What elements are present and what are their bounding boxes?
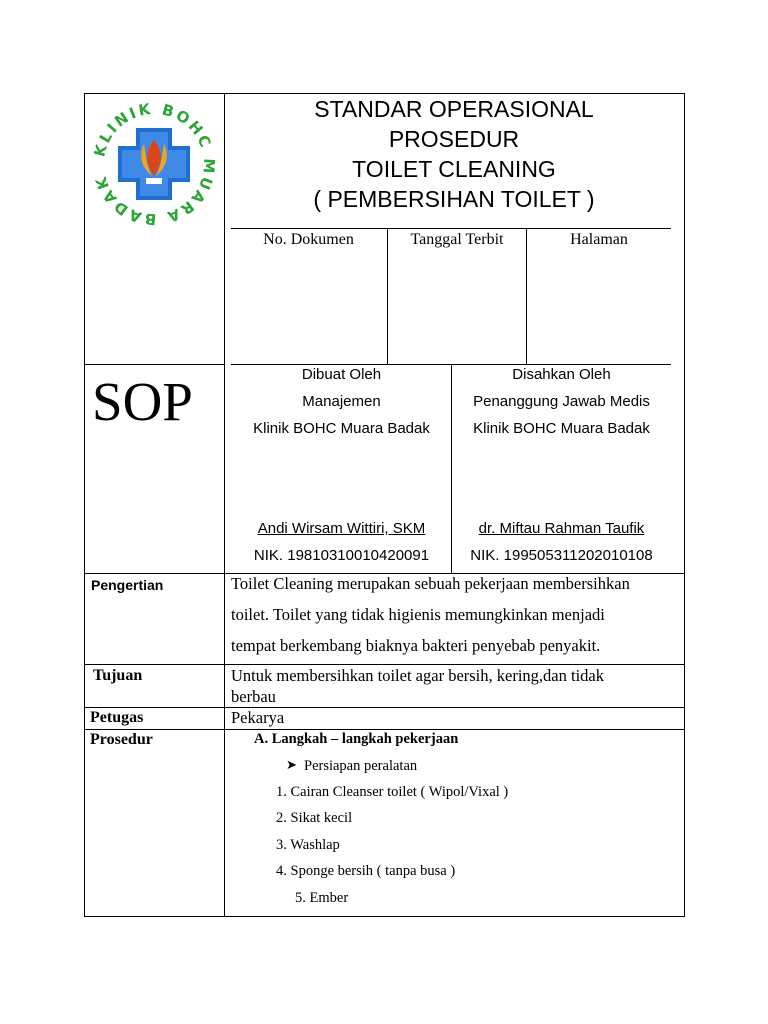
halaman-header: Halaman: [570, 231, 628, 248]
prosedur-label: Prosedur: [90, 731, 153, 748]
procedure-item: 1. Cairan Cleanser toilet ( Wipol/Vixal ): [276, 784, 509, 800]
tujuan-line-1: Untuk membersihkan toilet agar bersih, kering,dan tidak: [231, 666, 604, 685]
document-title-line-3: TOILET CLEANING: [352, 156, 556, 182]
klinik-bohc-logo: [86, 96, 222, 232]
pengertian-divider: [84, 664, 685, 665]
document-title-line-1: STANDAR OPERASIONAL: [314, 96, 594, 122]
pengertian-line-1: Toilet Cleaning merupakan sebuah pekerjaan membersihkan: [231, 574, 630, 593]
bullet-arrow-icon: ➤: [286, 757, 297, 772]
made-by-nik: NIK. 19810310010420091: [253, 547, 430, 564]
made-by-name: Andi Wirsam Wittiri, SKM: [257, 520, 426, 537]
procedure-item: 4. Sponge bersih ( tanpa busa ): [276, 863, 456, 879]
prosedur-section: A. Langkah – langkah pekerjaan: [254, 731, 459, 747]
approved-by-nik: NIK. 199505311202010108: [470, 547, 653, 564]
petugas-value: Pekarya: [231, 708, 285, 727]
procedure-item: 3. Washlap: [276, 837, 340, 853]
approved-by-role: Penanggung Jawab Medis: [473, 393, 650, 410]
tanggal-terbit-header: Tanggal Terbit: [410, 231, 504, 248]
made-by-org: Klinik BOHC Muara Badak: [253, 420, 430, 437]
pengertian-line-3: tempat berkembang biaknya bakteri penyebab penyakit.: [231, 636, 601, 655]
document-title-line-4: ( PEMBERSIHAN TOILET ): [313, 186, 595, 212]
logo-ring-text: KLINIK BOHC MUARA BADAK: [90, 99, 219, 229]
made-by-heading: Dibuat Oleh: [301, 366, 382, 383]
approved-by-heading: Disahkan Oleh: [512, 366, 611, 383]
procedure-item: 2. Sikat kecil: [276, 810, 353, 826]
tujuan-divider: [84, 707, 685, 708]
pengertian-line-2: toilet. Toilet yang tidak higienis memungkinkan menjadi: [231, 605, 605, 624]
tujuan-line-2: berbau: [231, 687, 276, 706]
document-title-line-2: PROSEDUR: [388, 126, 520, 152]
logo-cell-divider: [84, 364, 225, 365]
approved-by-org: Klinik BOHC Muara Badak: [473, 420, 650, 437]
made-by-role: Manajemen: [302, 393, 381, 410]
tujuan-label: Tujuan: [93, 667, 143, 684]
approved-by-name: dr. Miftau Rahman Taufik: [478, 520, 645, 537]
petugas-label: Petugas: [90, 709, 144, 726]
no-dokumen-header: No. Dokumen: [263, 231, 354, 248]
procedure-item: 5. Ember: [295, 890, 349, 906]
persiapan-peralatan: Persiapan peralatan: [304, 758, 418, 774]
header-divider: [231, 228, 671, 229]
petugas-divider: [84, 729, 685, 730]
sop-label: SOP: [92, 371, 193, 432]
pengertian-label: Pengertian: [91, 577, 164, 593]
column-divider: [224, 93, 225, 917]
